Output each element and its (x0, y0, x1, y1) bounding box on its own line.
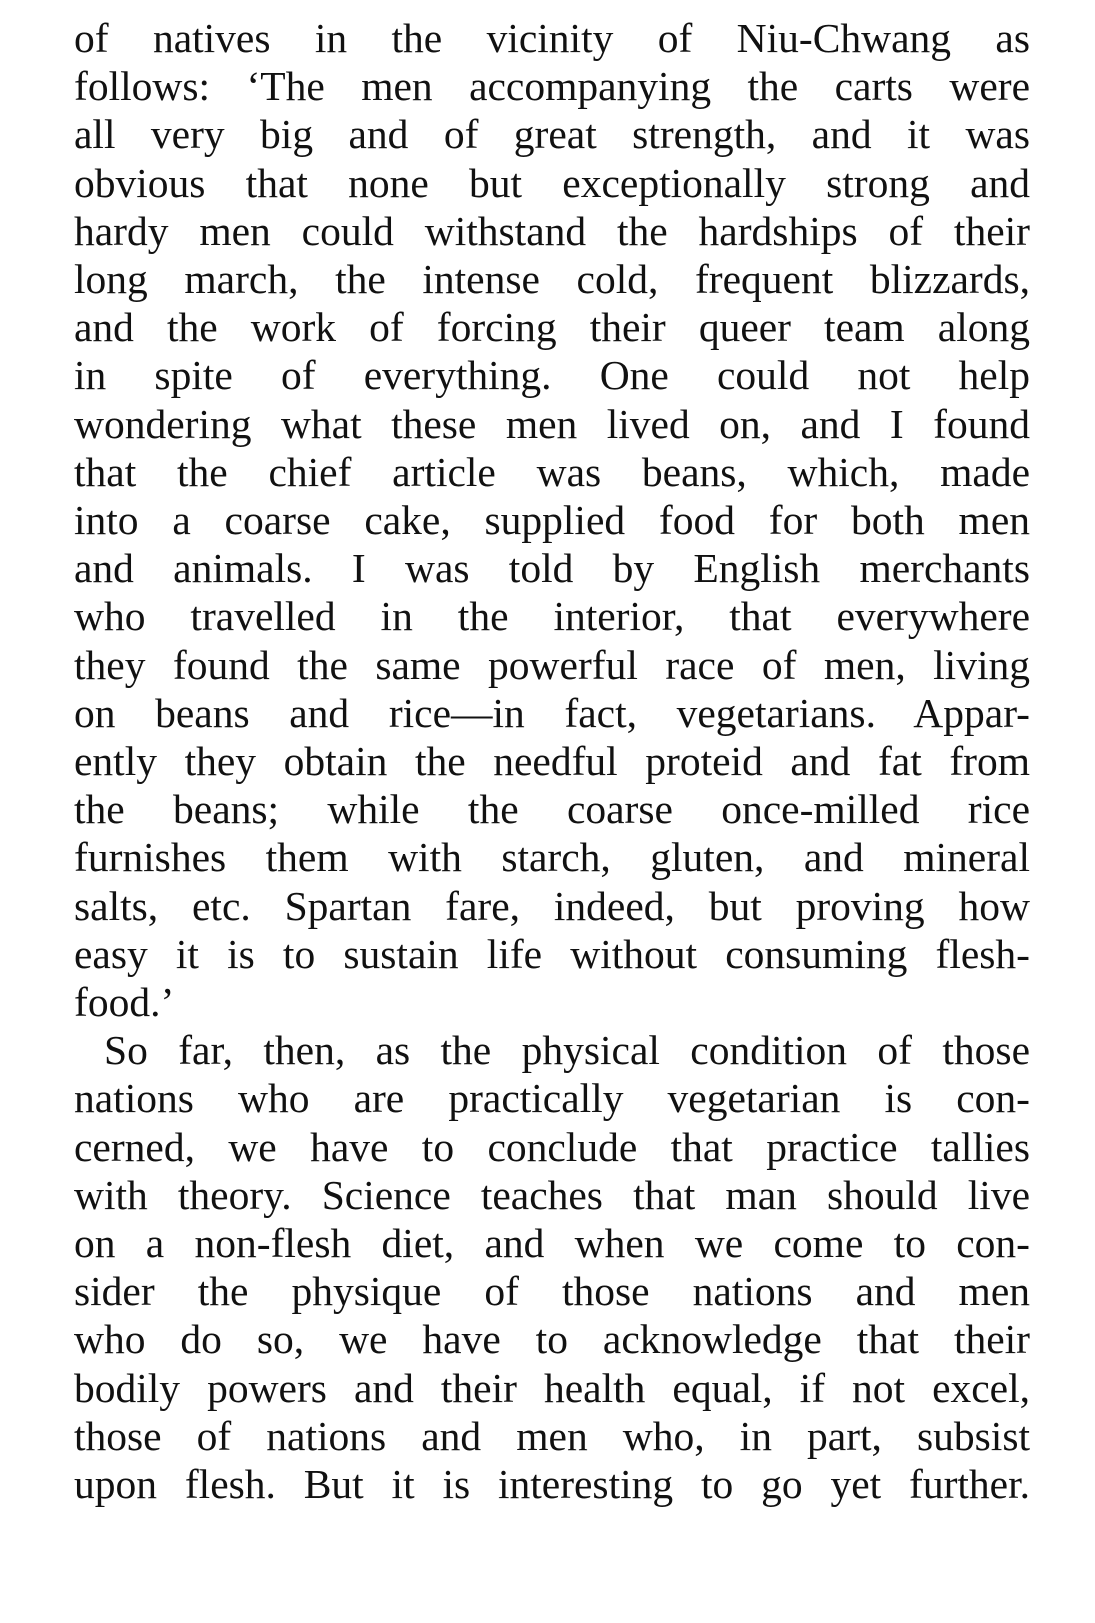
text-line: the beans; while the coarse once-milled rice (74, 786, 1030, 833)
text-line: easy it is to sustain life without consuming flesh- (74, 930, 1030, 977)
text-line: on beans and rice—in fact, vegetarians. Appar- (74, 689, 1030, 736)
text-line: those of nations and men who, in part, subsist (74, 1412, 1030, 1459)
text-line: hardy men could withstand the hardships of their (74, 207, 1030, 254)
text-line: who travelled in the interior, that everywhere (74, 593, 1030, 640)
text-line: with theory. Science teaches that man should live (74, 1171, 1030, 1218)
text-line: that the chief article was beans, which, made (74, 448, 1030, 495)
text-line: of natives in the vicinity of Niu-Chwang as (74, 15, 1030, 61)
text-line: in spite of everything. One could not help (74, 352, 1030, 399)
text-line: into a coarse cake, supplied food for both men (74, 497, 1030, 544)
text-line: salts, etc. Spartan fare, indeed, but proving how (74, 882, 1030, 929)
text-line: on a non-flesh diet, and when we come to con- (74, 1220, 1030, 1267)
text-line: cerned, we have to conclude that practice tallies (74, 1123, 1030, 1170)
text-line: So far, then, as the physical condition of those (104, 1027, 1030, 1074)
text-line: ently they obtain the needful proteid and fat from (74, 738, 1030, 785)
text-line: obvious that none but exceptionally strong and (74, 159, 1030, 206)
text-line: long march, the intense cold, frequent blizzards, (74, 256, 1030, 303)
text-line: furnishes them with starch, gluten, and mineral (74, 834, 1030, 881)
text-line: wondering what these men lived on, and I found (74, 400, 1030, 447)
text-line: follows: ‘The men accompanying the carts were (74, 63, 1030, 110)
paragraph-2 (74, 1026, 1030, 1508)
text-line: all very big and of great strength, and it was (74, 111, 1030, 158)
text-line: nations who are practically vegetarian is con- (74, 1075, 1030, 1122)
text-line: upon flesh. But it is interesting to go yet further. (74, 1461, 1030, 1508)
text-line: and the work of forcing their queer team along (74, 304, 1030, 351)
text-line: they found the same powerful race of men, living (74, 641, 1030, 688)
text-line: and animals. I was told by English merchants (74, 545, 1030, 592)
text-line: bodily powers and their health equal, if not excel, (74, 1364, 1030, 1411)
text-line: food.’ (74, 979, 175, 1026)
text-line: sider the physique of those nations and men (74, 1268, 1030, 1315)
text-line: who do so, we have to acknowledge that their (74, 1316, 1030, 1363)
paragraph-1 (74, 14, 1030, 1026)
book-page (74, 14, 1030, 1508)
